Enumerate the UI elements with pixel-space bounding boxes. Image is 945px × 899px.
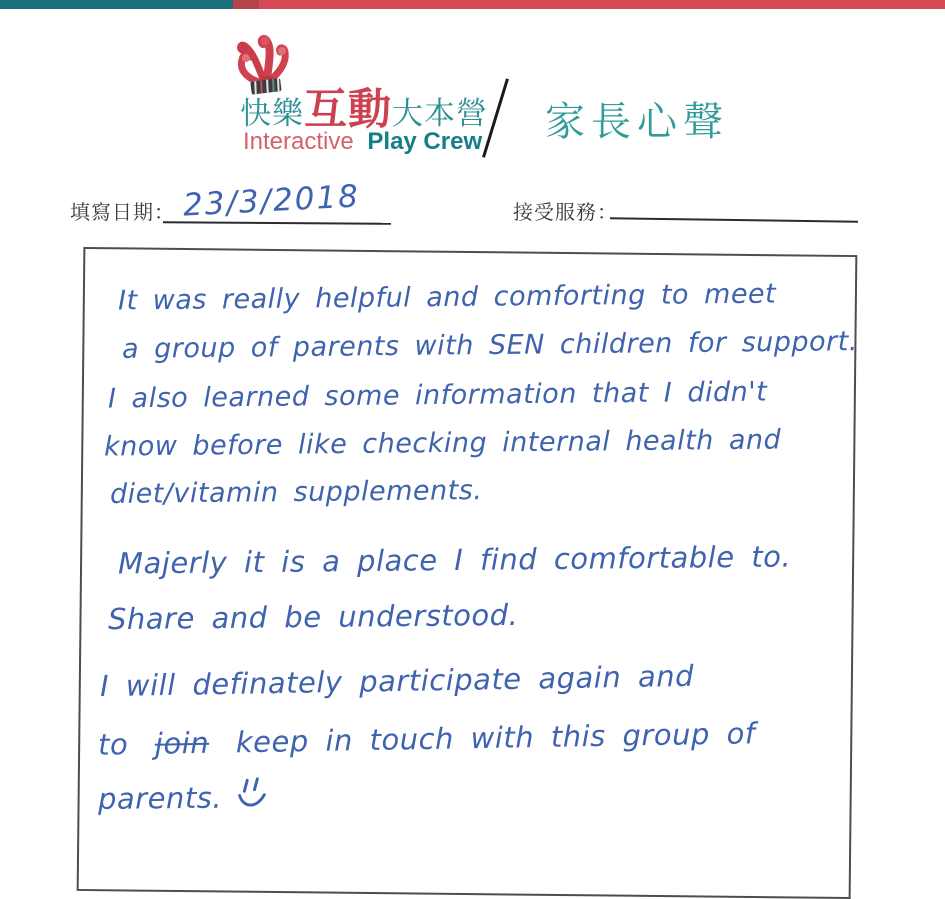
top-bar-red-segment bbox=[259, 0, 945, 9]
note-line: a group of parents with SEN children for support. bbox=[121, 326, 859, 365]
note-line bbox=[98, 777, 270, 817]
logo-english-bold: Play Crew bbox=[367, 128, 483, 155]
note-line: Share and be understood. bbox=[107, 597, 519, 637]
note-line: know before like checking internal health and bbox=[103, 424, 782, 463]
top-bar-darkred-segment bbox=[233, 0, 259, 9]
note-line-part: keep in touch with this group of bbox=[235, 716, 756, 760]
note-line: Majerly it is a place I find comfortable to. bbox=[117, 539, 792, 581]
note-line-part: parents. bbox=[97, 780, 223, 816]
logo-english-name bbox=[243, 128, 483, 156]
smiley-face-icon bbox=[235, 776, 271, 816]
note-line: I also learned some information that I didn't bbox=[107, 376, 768, 415]
top-color-bar bbox=[0, 0, 945, 9]
service-underline bbox=[610, 217, 858, 222]
note-line: It was really helpful and comforting to meet bbox=[117, 278, 777, 317]
service-label: 接受服務： bbox=[513, 202, 618, 224]
page-title: 家長心聲 bbox=[545, 99, 729, 145]
note-line: diet/vitamin supplements. bbox=[109, 475, 483, 510]
note-line: I will definately participate again and bbox=[99, 658, 695, 704]
logo-chinese-emphasis: 互動 bbox=[304, 85, 392, 135]
handwritten-date: 23/3/2018 bbox=[182, 178, 361, 224]
logo-chinese-prefix: 快樂 bbox=[240, 96, 304, 132]
date-label: 填寫日期： bbox=[70, 202, 175, 224]
note-line-part: to bbox=[97, 727, 129, 762]
logo-english-light: Interactive bbox=[243, 128, 354, 155]
top-bar-teal-segment bbox=[0, 0, 233, 9]
crossed-out-word: join bbox=[154, 725, 210, 761]
logo-chinese-suffix: 大本營 bbox=[392, 96, 488, 132]
